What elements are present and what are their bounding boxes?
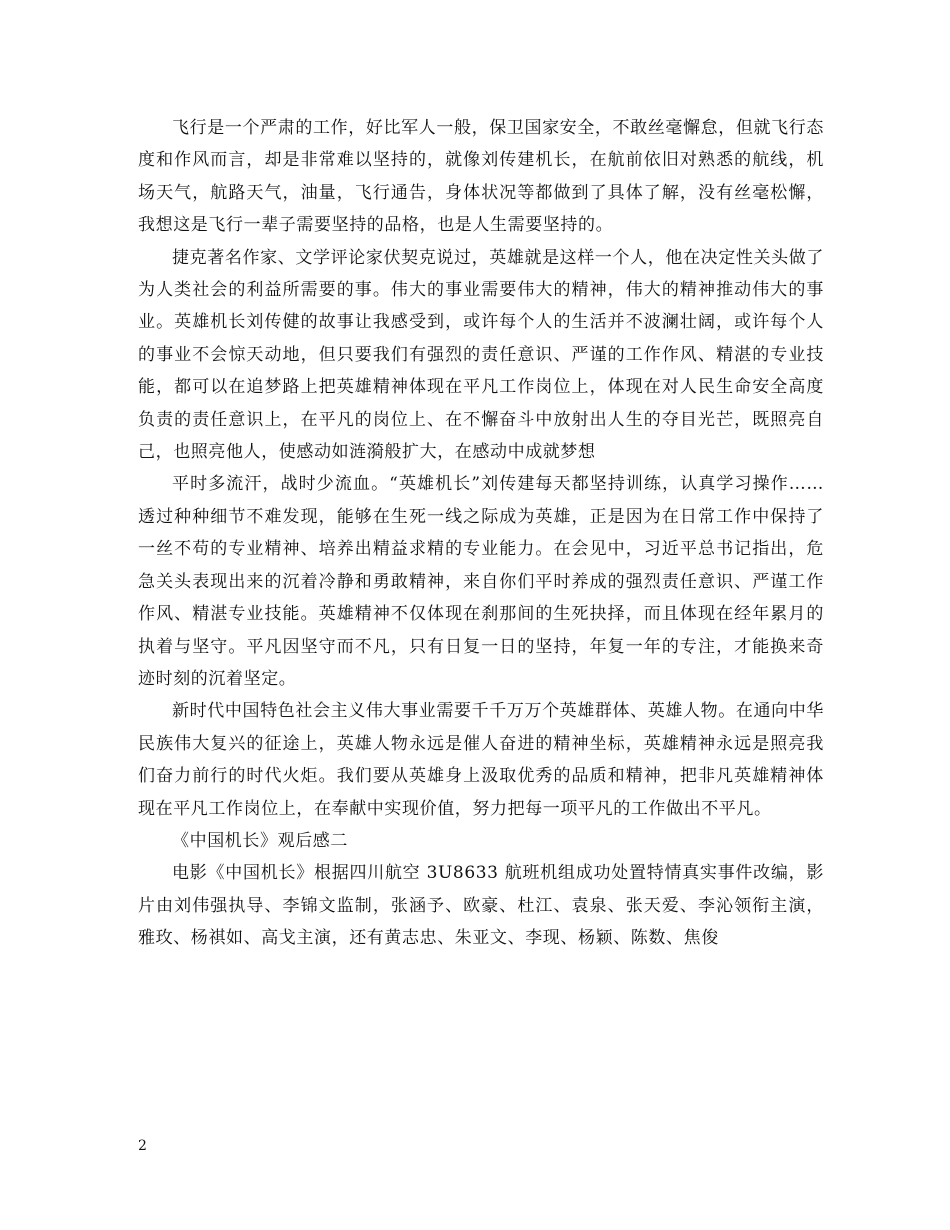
paragraph-4: 新时代中国特色社会主义伟大事业需要千千万万个英雄群体、英雄人物。在通向中华民族伟大复兴的征途上，英雄人物永远是催人奋进的精神坐标，英雄精神永远是照亮我们奋力前行的时代火炬。我们要从英雄身上汲取优秀的品质和精神，把非凡英雄精神体现在平凡工作岗位上，在奉献中实现价值，努力把每一项平凡的工作做出不平凡。 [138, 701, 824, 819]
paragraph-2: 捷克著名作家、文学评论家伏契克说过，英雄就是这样一个人，他在决定性关头做了为人类社会的利益所需要的事。伟大的事业需要伟大的精神，伟大的精神推动伟大的事业。英雄机长刘传健的故事让我感受到，或许每个人的生活并不波澜壮阔，或许每个人的事业不会惊天动地，但只要我们有强烈的责任意识、严谨的工作作风、精湛的专业技能，都可以在追梦路上把英雄精神体现在平凡工作岗位上，体现在对人民生命安全高度负责的责任意识上，在平凡的岗位上、在不懈奋斗中放射出人生的夺目光芒，既照亮自己，也照亮他人，使感动如涟漪般扩大，在感动中成就梦想 [138, 247, 824, 463]
document-body [138, 112, 824, 955]
paragraph-1: 飞行是一个严肃的工作，好比军人一般，保卫国家安全，不敢丝毫懈怠，但就飞行态度和作风而言，却是非常难以坚持的，就像刘传建机长，在航前依旧对熟悉的航线，机场天气，航路天气，油量，飞行通告，身体状况等都做到了具体了解，没有丝毫松懈，我想这是飞行一辈子需要坚持的品格，也是人生需要坚持的。 [138, 118, 824, 236]
paragraph-5: 电影《中国机长》根据四川航空 3U8633 航班机组成功处置特情真实事件改编，影片由刘伟强执导、李锦文监制，张涵予、欧豪、杜江、袁泉、张天爱、李沁领衔主演，雅玫、杨祺如、高戈主演，还有黄志忠、朱亚文、李现、杨颖、陈数、焦俊 [138, 863, 824, 949]
page-number: 2 [138, 1138, 147, 1154]
paragraph-3: 平时多流汗，战时少流血。“英雄机长”刘传建每天都坚持训练，认真学习操作……透过种种细节不难发现，能够在生死一线之际成为英雄，正是因为在日常工作中保持了一丝不苟的专业精神、培养出精益求精的专业能力。在会见中，习近平总书记指出，危急关头表现出来的沉着冷静和勇敢精神，来自你们平时养成的强烈责任意识、严谨工作作风、精湛专业技能。英雄精神不仅体现在刹那间的生死抉择，而且体现在经年累月的执着与坚守。平凡因坚守而不凡，只有日复一日的坚持，年复一年的专注，才能换来奇迹时刻的沉着坚定。 [138, 474, 824, 689]
section-heading: 《中国机长》观后感二 [172, 830, 348, 851]
